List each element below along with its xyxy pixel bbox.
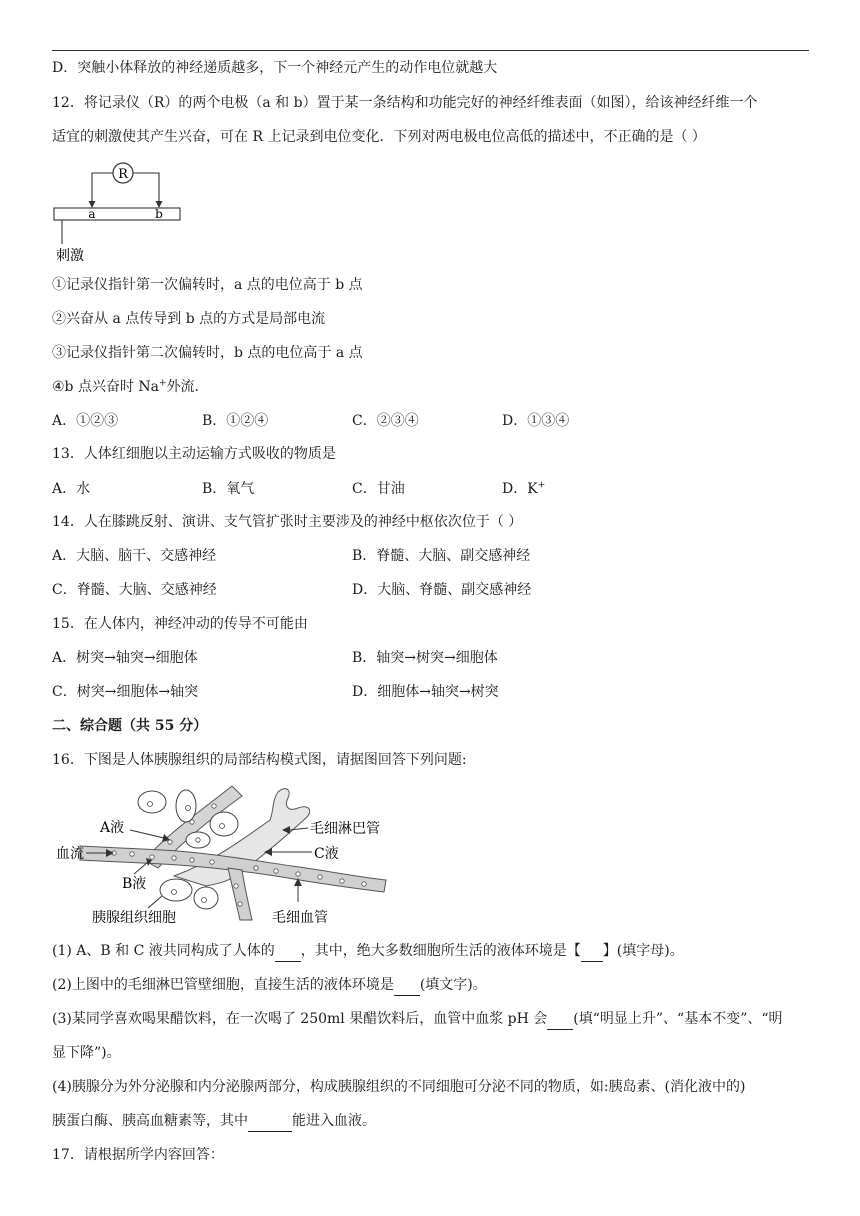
arrow-a-fluid bbox=[130, 830, 164, 838]
q12-stem-line2: 适宜的刺激使其产生兴奋，可在 R 上记录到电位变化．下列对两电极电位高低的描述中，不正确的是（ ） bbox=[52, 129, 706, 145]
q16-part-3: (3)某同学喜欢喝果醋饮料，在一次喝了 250ml 果醋饮料后，血管中血浆 pH 会 (填“明显上升”、“基本不变”、“明 bbox=[52, 1009, 783, 1030]
label-lymph-capillary: 毛细淋巴管 bbox=[310, 821, 380, 837]
q11-option-d: D．突触小体释放的神经递质越多，下一个神经元产生的动作电位就越大 bbox=[52, 60, 498, 76]
point-a-label: a bbox=[88, 207, 96, 221]
q16-part-1: (1) A、B 和 C 液共同构成了人体的 ，其中，绝大多数细胞所生活的液体环境是【 】(填字母)。 bbox=[52, 941, 684, 962]
q14-option-a: A．大脑、脑干、交感神经 bbox=[52, 548, 217, 564]
q12-option-d: D．①③④ bbox=[502, 413, 570, 429]
q12-statement-2: ②兴奋从 a 点传导到 b 点的方式是局部电流 bbox=[52, 311, 326, 327]
answer-blank-4[interactable] bbox=[547, 1009, 573, 1030]
electrode-wire-a bbox=[92, 173, 113, 203]
q16-part-3-continued: 显下降”)。 bbox=[52, 1045, 121, 1061]
q15-option-a: A．树突→轴突→细胞体 bbox=[52, 650, 198, 666]
answer-blank-1[interactable] bbox=[275, 941, 301, 962]
q13-option-c: C．甘油 bbox=[352, 481, 405, 497]
q12-statement-1: ①记录仪指针第一次偏转时，a 点的电位高于 b 点 bbox=[52, 277, 363, 293]
lower-capillary-branch bbox=[228, 868, 252, 920]
q13-option-b: B．氧气 bbox=[202, 481, 255, 497]
q16-pancreas-tissue-figure bbox=[52, 780, 402, 930]
electrode-wire-b bbox=[133, 173, 159, 203]
answer-blank-2[interactable] bbox=[581, 941, 603, 962]
q12-recorder-figure bbox=[52, 156, 192, 264]
q16-part-4-line2: 胰蛋白酶、胰高血糖素等，其中 能进入血液。 bbox=[52, 1111, 376, 1132]
q13-option-d: D．K+ bbox=[502, 480, 546, 497]
label-blood-flow: 血流 bbox=[56, 846, 84, 862]
recorder-meter-label: R bbox=[118, 167, 128, 182]
q13-stem: 13．人体红细胞以主动运输方式吸收的物质是 bbox=[52, 446, 336, 462]
q12-option-c: C．②③④ bbox=[352, 413, 419, 429]
q12-statement-3: ③记录仪指针第二次偏转时，b 点的电位高于 a 点 bbox=[52, 345, 363, 361]
header-rule bbox=[52, 50, 809, 51]
q16-stem: 16．下图是人体胰腺组织的局部结构模式图，请据图回答下列问题: bbox=[52, 752, 467, 768]
arrow-pancreas-cells bbox=[148, 896, 162, 908]
answer-blank-3[interactable] bbox=[394, 975, 420, 996]
q14-option-d: D．大脑、脊髓、副交感神经 bbox=[352, 582, 532, 598]
q14-option-b: B．脊髓、大脑、副交感神经 bbox=[352, 548, 531, 564]
q12-stem-line1: 12．将记录仪（R）的两个电极（a 和 b）置于某一条结构和功能完好的神经纤维表面（如图），给该神经纤维一个 bbox=[52, 95, 758, 111]
label-b-fluid: B液 bbox=[122, 876, 147, 892]
q14-stem: 14．人在膝跳反射、演讲、支气管扩张时主要涉及的神经中枢依次位于（ ） bbox=[52, 514, 523, 530]
q15-stem: 15．在人体内，神经冲动的传导不可能由 bbox=[52, 616, 308, 632]
q17-stem: 17．请根据所学内容回答： bbox=[52, 1147, 224, 1163]
label-blood-capillary: 毛细血管 bbox=[272, 910, 328, 926]
label-c-fluid: C液 bbox=[314, 846, 339, 862]
stimulus-label: 刺激 bbox=[56, 248, 84, 264]
q15-option-b: B．轴突→树突→细胞体 bbox=[352, 650, 498, 666]
q12-statement-4: ④b 点兴奋时 Na+外流． bbox=[52, 378, 209, 395]
q16-part-2: (2)上图中的毛细淋巴管壁细胞，直接生活的液体环境是 (填文字)。 bbox=[52, 975, 487, 996]
q15-option-c: C．树突→细胞体→轴突 bbox=[52, 684, 199, 700]
answer-blank-5[interactable] bbox=[248, 1111, 292, 1132]
q13-option-a: A．水 bbox=[52, 481, 91, 497]
point-b-label: b bbox=[155, 207, 163, 221]
q12-option-a: A．①②③ bbox=[52, 413, 119, 429]
q15-option-d: D．细胞体→轴突→树突 bbox=[352, 684, 499, 700]
label-a-fluid: A液 bbox=[100, 820, 125, 836]
section-2-title: 二、综合题（共 55 分） bbox=[52, 718, 208, 734]
arrow-b-fluid bbox=[134, 862, 148, 874]
q12-option-b: B．①②④ bbox=[202, 413, 269, 429]
label-pancreas-cells: 胰腺组织细胞 bbox=[92, 910, 176, 926]
q16-part-4-line1: (4)胰腺分为外分泌腺和内分泌腺两部分，构成胰腺组织的不同细胞可分泌不同的物质，如:胰岛素、(消化液中的) bbox=[52, 1079, 746, 1095]
q14-option-c: C．脊髓、大脑、交感神经 bbox=[52, 582, 217, 598]
